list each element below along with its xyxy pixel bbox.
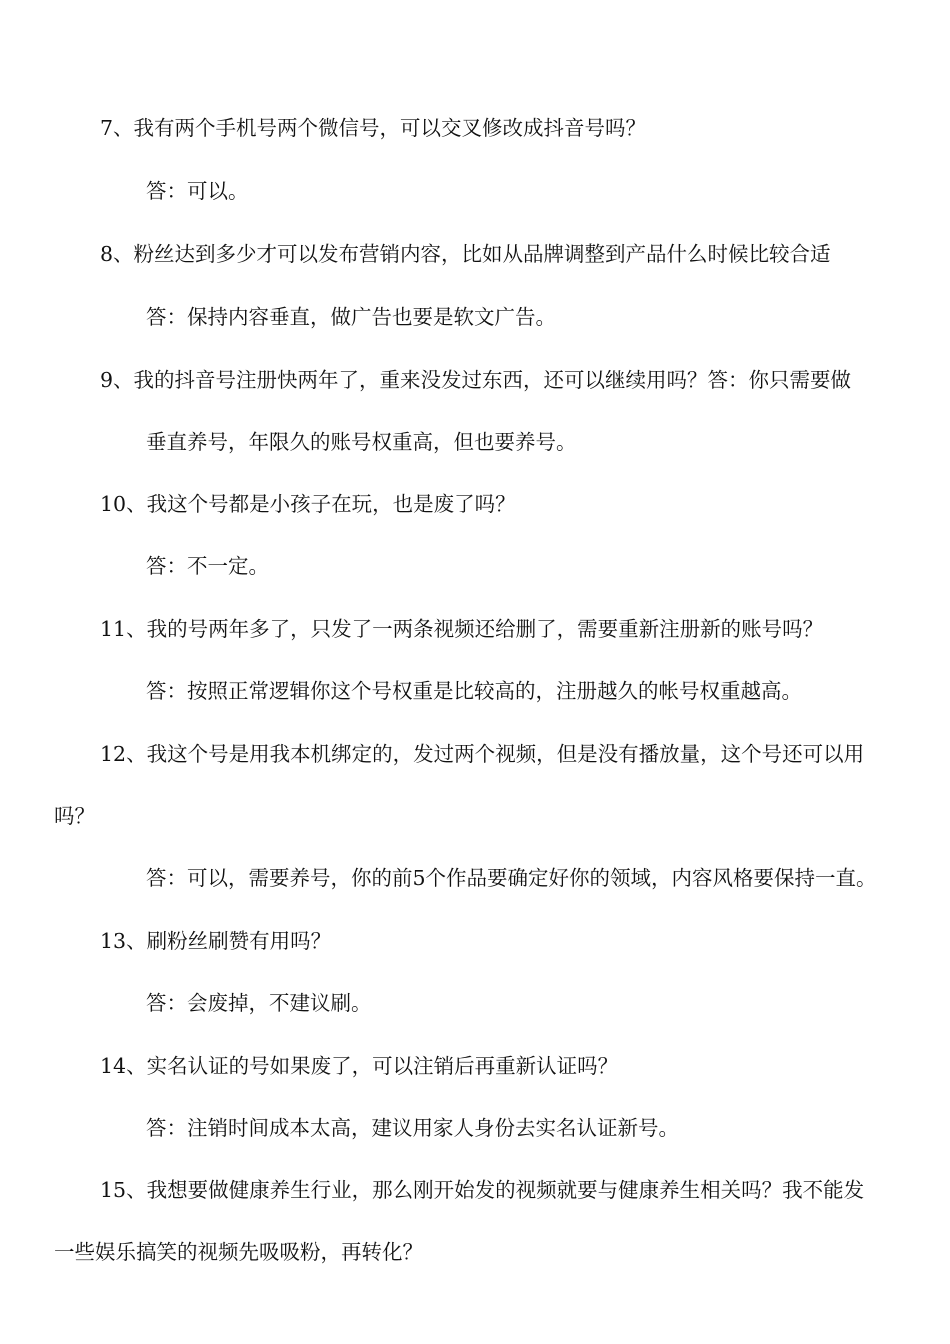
answer-7: 答：可以。 — [146, 179, 249, 203]
answer-12: 答：可以，需要养号，你的前5个作品要确定好你的领域，内容风格要保持一直。 — [146, 866, 877, 890]
answer-8: 答：保持内容垂直，做广告也要是软文广告。 — [146, 305, 556, 329]
question-14: 14、实名认证的号如果废了，可以注销后再重新认证吗？ — [100, 1054, 619, 1078]
question-9: 9、我的抖音号注册快两年了，重来没发过东西，还可以继续用吗？答：你只需要做 — [100, 368, 852, 392]
question-7: 7、我有两个手机号两个微信号，可以交叉修改成抖音号吗？ — [100, 116, 647, 140]
question-8: 8、粉丝达到多少才可以发布营销内容，比如从品牌调整到产品什么时候比较合适 — [100, 242, 831, 266]
question-13: 13、刷粉丝刷赞有用吗？ — [100, 929, 332, 953]
question-15-continued: 一些娱乐搞笑的视频先吸吸粉，再转化？ — [54, 1240, 423, 1264]
question-10: 10、我这个号都是小孩子在玩，也是废了吗？ — [100, 492, 516, 516]
question-15: 15、我想要做健康养生行业，那么刚开始发的视频就要与健康养生相关吗？我不能发 — [100, 1178, 865, 1202]
answer-10: 答：不一定。 — [146, 554, 269, 578]
question-12-continued: 吗？ — [54, 804, 95, 828]
answer-13: 答：会废掉，不建议刷。 — [146, 991, 372, 1015]
answer-11: 答：按照正常逻辑你这个号权重是比较高的，注册越久的帐号权重越高。 — [146, 679, 802, 703]
question-11: 11、我的号两年多了，只发了一两条视频还给删了，需要重新注册新的账号吗？ — [100, 617, 824, 641]
answer-9-continued: 垂直养号，年限久的账号权重高，但也要养号。 — [146, 430, 577, 454]
answer-14: 答：注销时间成本太高，建议用家人身份去实名认证新号。 — [146, 1116, 679, 1140]
question-12: 12、我这个号是用我本机绑定的，发过两个视频，但是没有播放量，这个号还可以用 — [100, 742, 865, 766]
